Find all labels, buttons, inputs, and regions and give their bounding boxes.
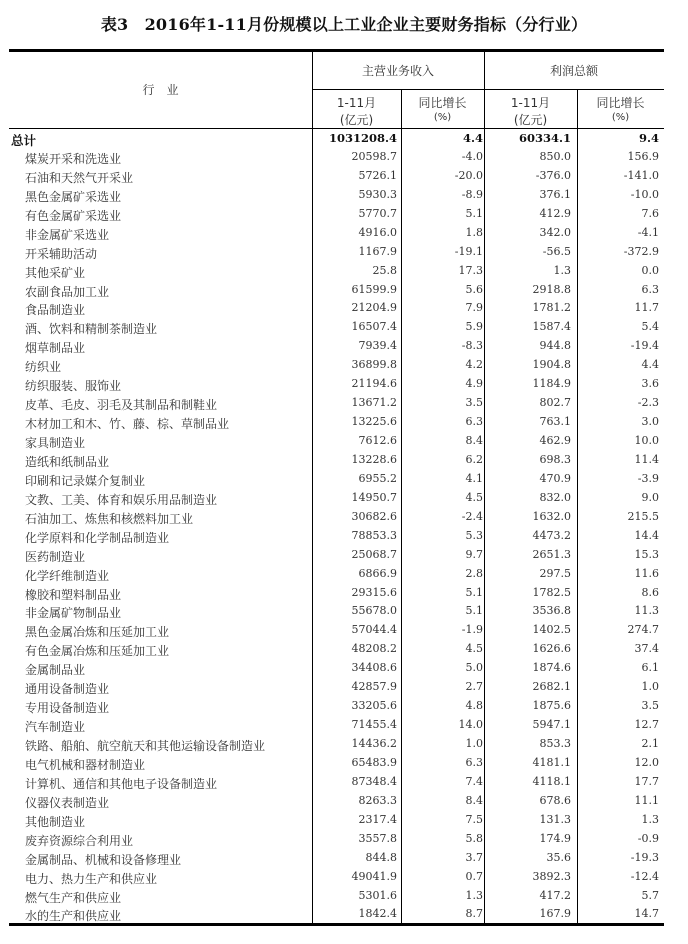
revenue-growth-value: 4.8 [465,699,483,713]
revenue-value: 36899.8 [351,358,397,372]
revenue-growth-value: 5.0 [465,661,483,675]
table-row [9,735,664,754]
industry-name: 文教、工美、体育和娱乐用品制造业 [25,492,218,507]
profit-growth-value: 17.7 [634,774,659,788]
profit-value: 1.3 [553,263,571,277]
profit-value: 2651.3 [532,547,571,561]
profit-growth-value: 10.0 [634,434,659,447]
profit-growth-value: -19.3 [630,850,659,864]
profit-value: 4473.2 [532,528,571,542]
table-row [9,470,664,489]
revenue-value: 5930.3 [358,187,397,201]
revenue-growth-value: 1.0 [465,737,483,750]
industry-name: 燃气生产和供应业 [25,890,122,905]
revenue-value: 1842.4 [358,907,397,921]
table-row [9,394,664,413]
profit-growth-value: 274.7 [627,623,659,637]
table-row [9,546,664,565]
industry-name: 其他制造业 [25,814,86,829]
profit-growth-value: 37.4 [634,642,659,656]
revenue-value: 65483.9 [351,755,397,769]
header-profit-growth-unit: (%) [611,112,630,123]
profit-growth-value: 9.4 [638,131,659,145]
profit-growth-value: 14.4 [634,528,659,542]
revenue-value: 6955.2 [358,471,397,485]
profit-growth-value: -10.0 [630,187,659,201]
bottom-rule [9,923,664,926]
profit-growth-value: 215.5 [627,509,659,523]
profit-value: 1632.0 [532,509,571,523]
revenue-growth-value: -2.4 [461,509,483,523]
revenue-value: 14950.7 [351,490,397,504]
profit-growth-value: 7.6 [641,206,659,220]
industry-name: 化学纤维制造业 [25,568,110,583]
revenue-growth-value: 8.7 [465,907,483,921]
revenue-growth-value: 6.3 [465,415,483,429]
table-row [9,375,664,394]
industry-name: 废弃资源综合利用业 [25,833,134,848]
revenue-value: 5726.1 [358,168,397,182]
profit-value: 342.0 [539,225,571,239]
profit-value: 417.2 [539,888,571,902]
industry-name: 烟草制品业 [25,341,86,356]
profit-growth-value: 9.0 [641,490,659,504]
profit-value: 1781.2 [532,301,571,315]
table-row [9,849,664,868]
profit-growth-value: -3.9 [637,471,659,485]
industry-name: 黑色金属冶炼和压延加工业 [25,625,170,640]
profit-growth-value: 8.6 [641,585,659,599]
profit-growth-value: 5.7 [641,888,659,902]
profit-value: 462.9 [539,434,571,447]
industry-name: 开采辅助活动 [25,246,98,261]
industry-name: 金属制品业 [25,663,86,678]
revenue-value: 844.8 [365,850,397,864]
revenue-growth-value: 1.3 [465,888,483,902]
industry-name: 造纸和纸制品业 [25,454,110,469]
industry-name: 黑色金属矿采选业 [25,189,122,204]
profit-growth-value: 6.1 [641,661,659,675]
profit-value: 1402.5 [532,623,571,637]
revenue-value: 7612.6 [358,434,397,447]
profit-growth-value: 6.3 [641,282,659,296]
table-row [9,508,664,527]
profit-growth-value: 11.4 [634,452,659,466]
table-row [9,868,664,887]
table-row [9,356,664,375]
industry-name: 橡胶和塑料制品业 [25,587,122,602]
industry-name: 食品制造业 [25,303,86,318]
revenue-growth-value: 4.4 [462,131,483,145]
profit-value: 167.9 [539,907,571,921]
revenue-value: 1167.9 [358,244,397,258]
table-row [9,887,664,906]
revenue-growth-value: 5.9 [465,320,483,334]
revenue-growth-value: -1.9 [461,623,483,637]
revenue-value: 25068.7 [351,547,397,561]
table-row [9,262,664,281]
profit-value: 763.1 [539,415,571,429]
revenue-growth-value: 5.1 [465,206,483,220]
revenue-value: 33205.6 [351,699,397,713]
industry-name: 木材加工和木、竹、藤、棕、草制品业 [25,417,230,432]
revenue-value: 49041.9 [351,869,397,883]
header-revenue-group: 主营业务收入 [361,64,434,78]
header-revenue-growth: 同比增长 [418,96,467,110]
table-row [9,299,664,318]
profit-growth-value: 14.7 [634,907,659,921]
table-row [9,337,664,356]
header-industry: 行 业 [142,83,179,97]
table-row [9,697,664,716]
profit-growth-value: -4.1 [637,225,659,239]
revenue-growth-value: 9.7 [465,547,483,561]
table-row [9,773,664,792]
table-row [9,640,664,659]
revenue-growth-value: 4.5 [465,490,483,504]
profit-value: 853.3 [539,737,571,750]
industry-name: 总计 [11,133,37,148]
revenue-growth-value: -4.0 [461,149,483,163]
table-title: 表3 2016年1-11月份规模以上工业企业主要财务指标（分行业） [100,15,588,34]
revenue-growth-value: -8.3 [461,339,483,353]
profit-growth-value: 11.7 [634,301,659,315]
profit-value: 412.9 [539,206,571,220]
profit-growth-value: 3.0 [641,415,659,429]
profit-value: 1874.6 [532,661,571,675]
header-profit-unit: (亿元) [513,113,548,127]
header-profit-growth: 同比增长 [596,96,645,110]
profit-growth-value: -0.9 [637,831,659,845]
revenue-value: 29315.6 [351,585,397,599]
revenue-growth-value: 6.2 [465,452,483,466]
header-group-divider [312,89,664,90]
revenue-growth-value: 2.8 [465,566,483,580]
table-row [9,489,664,508]
profit-value: 376.1 [539,187,571,201]
revenue-value: 16507.4 [351,320,397,334]
revenue-value: 2317.4 [358,812,397,826]
revenue-value: 21194.6 [351,377,397,391]
profit-value: -56.5 [542,244,571,258]
revenue-growth-value: 3.7 [465,850,483,864]
profit-value: 2682.1 [532,680,571,694]
table-row [9,413,664,432]
table-row [9,186,664,205]
revenue-value: 6866.9 [358,566,397,580]
revenue-value: 14436.2 [351,737,397,750]
industry-name: 铁路、船舶、航空航天和其他运输设备制造业 [25,739,266,753]
profit-growth-value: 156.9 [627,149,659,163]
revenue-growth-value: -19.1 [454,244,483,258]
table-row [9,811,664,830]
profit-growth-value: 11.1 [634,793,659,807]
revenue-value: 25.8 [372,263,397,277]
revenue-growth-value: 3.5 [465,396,483,410]
revenue-value: 55678.0 [351,604,397,618]
table-row [9,565,664,584]
revenue-growth-value: 4.5 [465,642,483,656]
table-row-total [9,129,664,148]
profit-value: 678.6 [539,793,571,807]
industry-name: 其他采矿业 [25,265,86,280]
revenue-growth-value: 5.8 [465,831,483,845]
revenue-value: 30682.6 [351,509,397,523]
header-revenue-growth-unit: (%) [433,112,452,123]
industry-name: 酒、饮料和精制茶制造业 [25,322,158,337]
table-row [9,678,664,697]
header-profit-group: 利润总额 [549,64,598,78]
industry-name: 有色金属冶炼和压延加工业 [25,644,170,659]
profit-value: 850.0 [539,149,571,163]
industry-name: 有色金属矿采选业 [25,208,122,223]
table-row [9,451,664,470]
revenue-growth-value: 5.1 [465,585,483,599]
profit-value: 4181.1 [532,755,571,769]
revenue-growth-value: 0.7 [465,869,483,883]
revenue-growth-value: 7.4 [465,774,483,788]
revenue-growth-value: 4.1 [465,471,483,485]
table-row [9,224,664,243]
revenue-value: 20598.7 [351,149,397,163]
industry-name: 化学原料和化学制品制造业 [25,530,170,545]
revenue-growth-value: 8.4 [465,434,483,447]
profit-value: 297.5 [539,566,571,580]
revenue-growth-value: 7.5 [465,812,483,826]
revenue-growth-value: 8.4 [465,793,483,807]
profit-value: 3892.3 [532,869,571,883]
revenue-value: 13228.6 [351,452,397,466]
revenue-value: 71455.4 [351,718,397,732]
profit-growth-value: 3.5 [641,699,659,713]
profit-growth-value: -12.4 [630,869,659,883]
revenue-value: 61599.9 [351,282,397,296]
industry-name: 电力、热力生产和供应业 [25,871,158,886]
profit-growth-value: 1.3 [641,812,659,826]
revenue-growth-value: 7.9 [465,301,483,315]
revenue-value: 8263.3 [358,793,397,807]
revenue-growth-value: 4.9 [465,377,483,391]
revenue-value: 1031208.4 [328,131,397,145]
revenue-growth-value: 14.0 [458,718,483,732]
table-row [9,621,664,640]
industry-name: 金属制品、机械和设备修理业 [25,852,182,867]
profit-value: 1587.4 [532,320,571,334]
industry-name: 纺织服装、服饰业 [25,379,122,394]
industry-name: 专用设备制造业 [25,701,110,716]
revenue-growth-value: -8.9 [461,187,483,201]
top-rule [9,49,664,52]
profit-growth-value: 11.6 [634,566,659,580]
revenue-growth-value: 2.7 [465,680,483,694]
profit-value: 131.3 [539,812,571,826]
profit-growth-value: 2.1 [641,737,659,750]
profit-growth-value: 12.7 [634,718,659,732]
revenue-growth-value: 6.3 [465,755,483,769]
industry-name: 煤炭开采和洗选业 [25,151,122,166]
profit-growth-value: 11.3 [634,604,659,618]
industry-name: 医药制造业 [25,549,86,564]
table-row [9,716,664,735]
industry-name: 皮革、毛皮、羽毛及其制品和制鞋业 [25,398,218,413]
industry-name: 仪器仪表制造业 [25,795,110,810]
revenue-growth-value: 4.2 [465,358,483,372]
table-row [9,584,664,603]
profit-value: 1875.6 [532,699,571,713]
profit-value: 35.6 [546,850,571,864]
profit-growth-value: 0.0 [641,263,659,277]
revenue-growth-value: 17.3 [458,263,483,277]
industry-name: 计算机、通信和其他电子设备制造业 [25,776,218,791]
revenue-value: 34408.6 [351,661,397,675]
table-row [9,792,664,811]
industry-name: 电气机械和器材制造业 [25,757,146,772]
profit-value: 4118.1 [532,774,571,788]
profit-growth-value: 5.4 [641,320,659,334]
table-row [9,243,664,262]
industry-name: 水的生产和供应业 [25,909,122,924]
revenue-value: 5770.7 [358,206,397,220]
profit-value: 832.0 [539,490,571,504]
table-row [9,281,664,300]
industry-name: 石油和天然气开采业 [25,170,134,185]
header-revenue-period: 1-11月 [336,96,377,110]
industry-name: 非金属矿物制品业 [25,606,122,621]
revenue-growth-value: -20.0 [454,168,483,182]
table-row [9,527,664,546]
revenue-growth-value: 1.8 [465,225,483,239]
profit-value: 470.9 [539,471,571,485]
table-row [9,205,664,224]
industry-name: 通用设备制造业 [25,682,110,697]
profit-value: 60334.1 [518,131,571,145]
revenue-growth-value: 5.1 [465,604,483,618]
revenue-value: 42857.9 [351,680,397,694]
table-row [9,659,664,678]
profit-value: 1184.9 [532,377,571,391]
profit-growth-value: -141.0 [623,168,659,182]
profit-value: 1626.6 [532,642,571,656]
table-row [9,602,664,621]
profit-value: 5947.1 [532,718,571,732]
revenue-value: 87348.4 [351,774,397,788]
profit-growth-value: 12.0 [634,755,659,769]
profit-value: 802.7 [539,396,571,410]
profit-value: 698.3 [539,452,571,466]
profit-value: 944.8 [539,339,571,353]
industry-name: 非金属矿采选业 [25,227,110,242]
table-body [9,129,664,924]
table-row [9,830,664,849]
profit-growth-value: 4.4 [641,358,659,372]
industry-name: 石油加工、炼焦和核燃料加工业 [25,511,194,526]
header-profit-period: 1-11月 [510,96,551,110]
industry-name: 纺织业 [25,360,62,375]
profit-growth-value: -19.4 [630,339,659,353]
revenue-value: 13225.6 [351,415,397,429]
profit-value: -376.0 [535,168,571,182]
revenue-value: 4916.0 [358,225,397,239]
revenue-growth-value: 5.6 [465,282,483,296]
revenue-value: 78853.3 [351,528,397,542]
profit-growth-value: 3.6 [641,377,659,391]
industry-name: 汽车制造业 [25,720,86,735]
industry-name: 家具制造业 [25,436,86,450]
profit-growth-value: -2.3 [637,396,659,410]
revenue-value: 48208.2 [351,642,397,656]
revenue-value: 3557.8 [358,831,397,845]
industry-name: 印刷和记录媒介复制业 [25,473,146,488]
revenue-value: 5301.6 [358,888,397,902]
table-row [9,167,664,186]
profit-growth-value: 15.3 [634,547,659,561]
profit-value: 2918.8 [532,282,571,296]
revenue-value: 13671.2 [351,396,397,410]
header-revenue-unit: (亿元) [339,113,374,127]
table-row [9,905,664,924]
revenue-growth-value: 5.3 [465,528,483,542]
revenue-value: 21204.9 [351,301,397,315]
table-row [9,318,664,337]
profit-value: 174.9 [539,831,571,845]
table-row [9,754,664,773]
revenue-value: 57044.4 [351,623,397,637]
revenue-value: 7939.4 [358,339,397,353]
profit-value: 1904.8 [532,358,571,372]
profit-value: 1782.5 [532,585,571,599]
industry-name: 农副食品加工业 [25,284,110,299]
table-row [9,432,664,451]
profit-growth-value: 1.0 [641,680,659,694]
profit-growth-value: -372.9 [623,244,659,258]
table-row [9,148,664,167]
profit-value: 3536.8 [532,604,571,618]
